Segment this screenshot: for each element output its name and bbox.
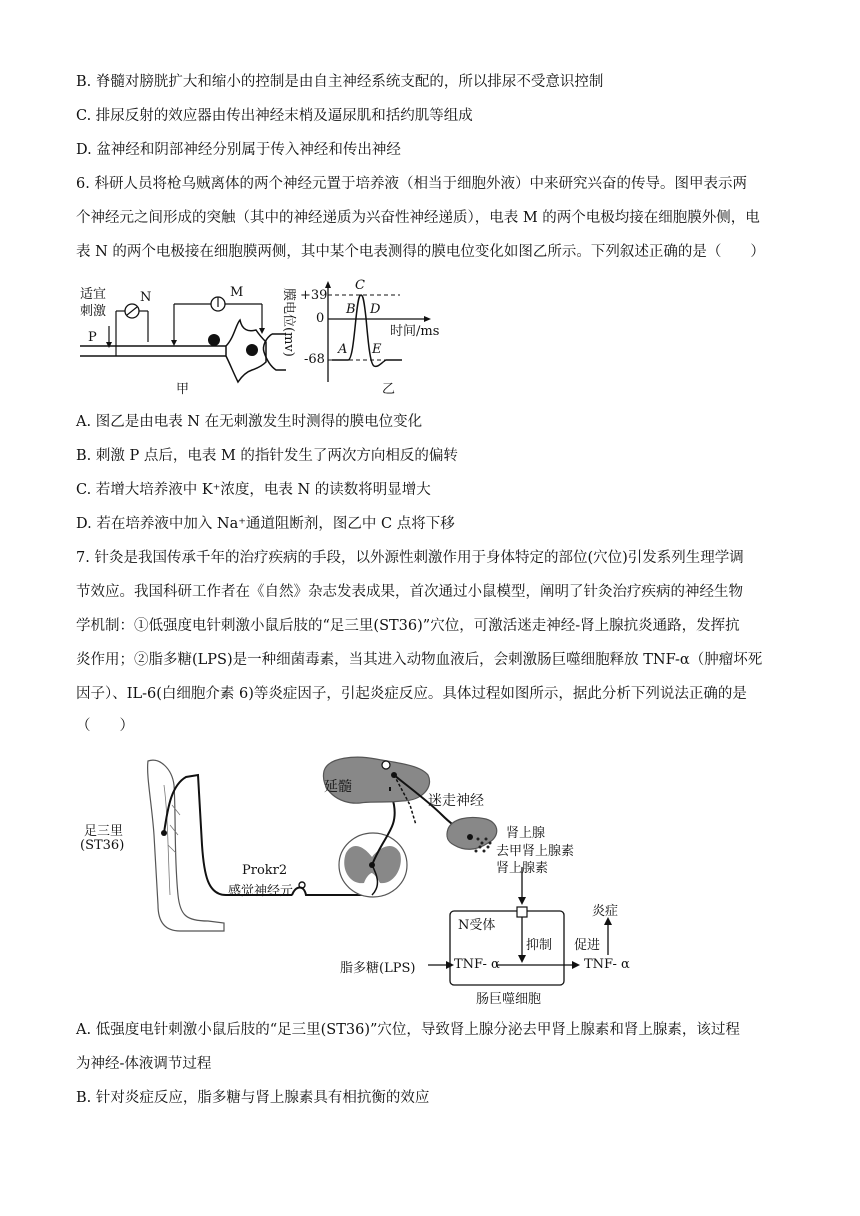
figure-jia-caption: 甲	[176, 382, 190, 397]
q5-option-d: D. 盆神经和阴部神经分别属于传入神经和传出神经	[76, 142, 401, 158]
point-p-label: P	[88, 330, 97, 345]
acupoint-code-label: (ST36)	[80, 838, 125, 853]
q6-stem-line-3: 表 N 的两个电极接在细胞膜两侧，其中某个电表测得的膜电位变化如图乙所示。下列叙述正确的是（ ）	[76, 244, 765, 260]
q7-stem-line-4: 炎作用；②脂多糖(LPS)是一种细菌毒素，当其进入动物血液后，会刺激肠巨噬细胞释放 TNF-α（肿瘤坏死	[76, 652, 763, 668]
q5-option-c: C. 排尿反射的效应器由传出神经末梢及逼尿肌和括约肌等组成	[76, 108, 473, 124]
q5-option-b: B. 脊髓对膀胱扩大和缩小的控制是由自主神经系统支配的，所以排尿不受意识控制	[76, 74, 604, 90]
yi-ylabel: 膜电位(mv)	[281, 288, 296, 357]
q7-option-b: B. 针对炎症反应，脂多糖与肾上腺素具有相抗衡的效应	[76, 1090, 430, 1106]
yi-tick-bottom: -68	[304, 352, 325, 367]
q6-stem-line-2: 个神经元之间形成的突触（其中的神经递质为兴奋性神经递质），电表 M 的两个电极均接在细胞膜外侧，电	[76, 210, 760, 226]
q7-stem-line-3: 学机制：①低强度电针刺激小鼠后肢的“足三里(ST36)”穴位，可激活迷走神经-肾上腺抗炎通路，发挥抗	[76, 618, 740, 634]
meter-n-label: N	[140, 290, 152, 305]
stim-label-1: 适宜	[80, 287, 107, 302]
promote-label: 促进	[574, 938, 601, 953]
lps-label: 脂多糖(LPS)	[340, 961, 416, 976]
q6-option-b: B. 刺激 P 点后，电表 M 的指针发生了两次方向相反的偏转	[76, 448, 458, 464]
yi-label-c: C	[355, 278, 365, 293]
yi-tick-top: +39	[300, 288, 328, 303]
epinephrine-label: 肾上腺素	[496, 861, 549, 876]
sensory-neuron-label: 感觉神经元	[228, 884, 294, 899]
stim-label-2: 刺激	[80, 304, 107, 319]
yi-label-d: D	[370, 302, 381, 317]
yi-label-a: A	[338, 342, 348, 357]
q6-option-c: C. 若增大培养液中 K⁺浓度，电表 N 的读数将明显增大	[76, 482, 431, 498]
q7-stem-line-5: 因子）、IL-6(白细胞介素 6)等炎症因子，引起炎症反应。具体过程如图所示，据此分析下列说法正确的是	[76, 686, 747, 702]
tnf-inside-label: TNF- α	[454, 957, 500, 972]
q6-stem-line-1: 6. 科研人员将枪乌贼离体的两个神经元置于培养液（相当于细胞外液）中来研究兴奋的传导。图甲表示两	[76, 176, 747, 192]
yi-label-b: B	[346, 302, 356, 317]
yi-xlabel: 时间/ms	[390, 324, 440, 339]
macrophage-label: 肠巨噬细胞	[476, 992, 542, 1007]
inflammation-label: 炎症	[592, 904, 619, 919]
tnf-outside-label: TNF- α	[584, 957, 630, 972]
q7-option-a-line-1: A. 低强度电针刺激小鼠后肢的“足三里(ST36)”穴位，导致肾上腺分泌去甲肾上腺素和肾上腺素，该过程	[76, 1022, 740, 1038]
q6-option-d: D. 若在培养液中加入 Na⁺通道阻断剂，图乙中 C 点将下移	[76, 516, 455, 532]
q7-stem-line-6: （ ）	[76, 718, 134, 734]
figure-yi-caption: 乙	[382, 382, 396, 397]
medulla-label: 延髓	[324, 779, 352, 795]
q7-stem-line-2: 节效应。我国科研工作者在《自然》杂志发表成果，首次通过小鼠模型，阐明了针灸治疗疾病的神经生物	[76, 584, 743, 600]
norepinephrine-label: 去甲肾上腺素	[496, 844, 575, 859]
q7-stem-line-1: 7. 针灸是我国传承千年的治疗疾病的手段，以外源性刺激作用于身体特定的部位(穴位)引发系列生理学调	[76, 550, 744, 566]
yi-tick-zero: 0	[316, 311, 325, 326]
prokr2-label: Prokr2	[242, 863, 288, 878]
n-receptor-label: N受体	[458, 918, 496, 933]
adrenal-label: 肾上腺	[506, 826, 546, 841]
q6-option-a: A. 图乙是由电表 N 在无刺激发生时测得的膜电位变化	[76, 414, 423, 430]
q7-option-a-line-2: 为神经-体液调节过程	[76, 1056, 212, 1072]
yi-label-e: E	[372, 342, 382, 357]
acupoint-label: 足三里	[84, 824, 124, 839]
vagus-label: 迷走神经	[428, 793, 484, 809]
meter-m-label: M	[230, 285, 244, 300]
inhibit-label: 抑制	[526, 938, 553, 953]
